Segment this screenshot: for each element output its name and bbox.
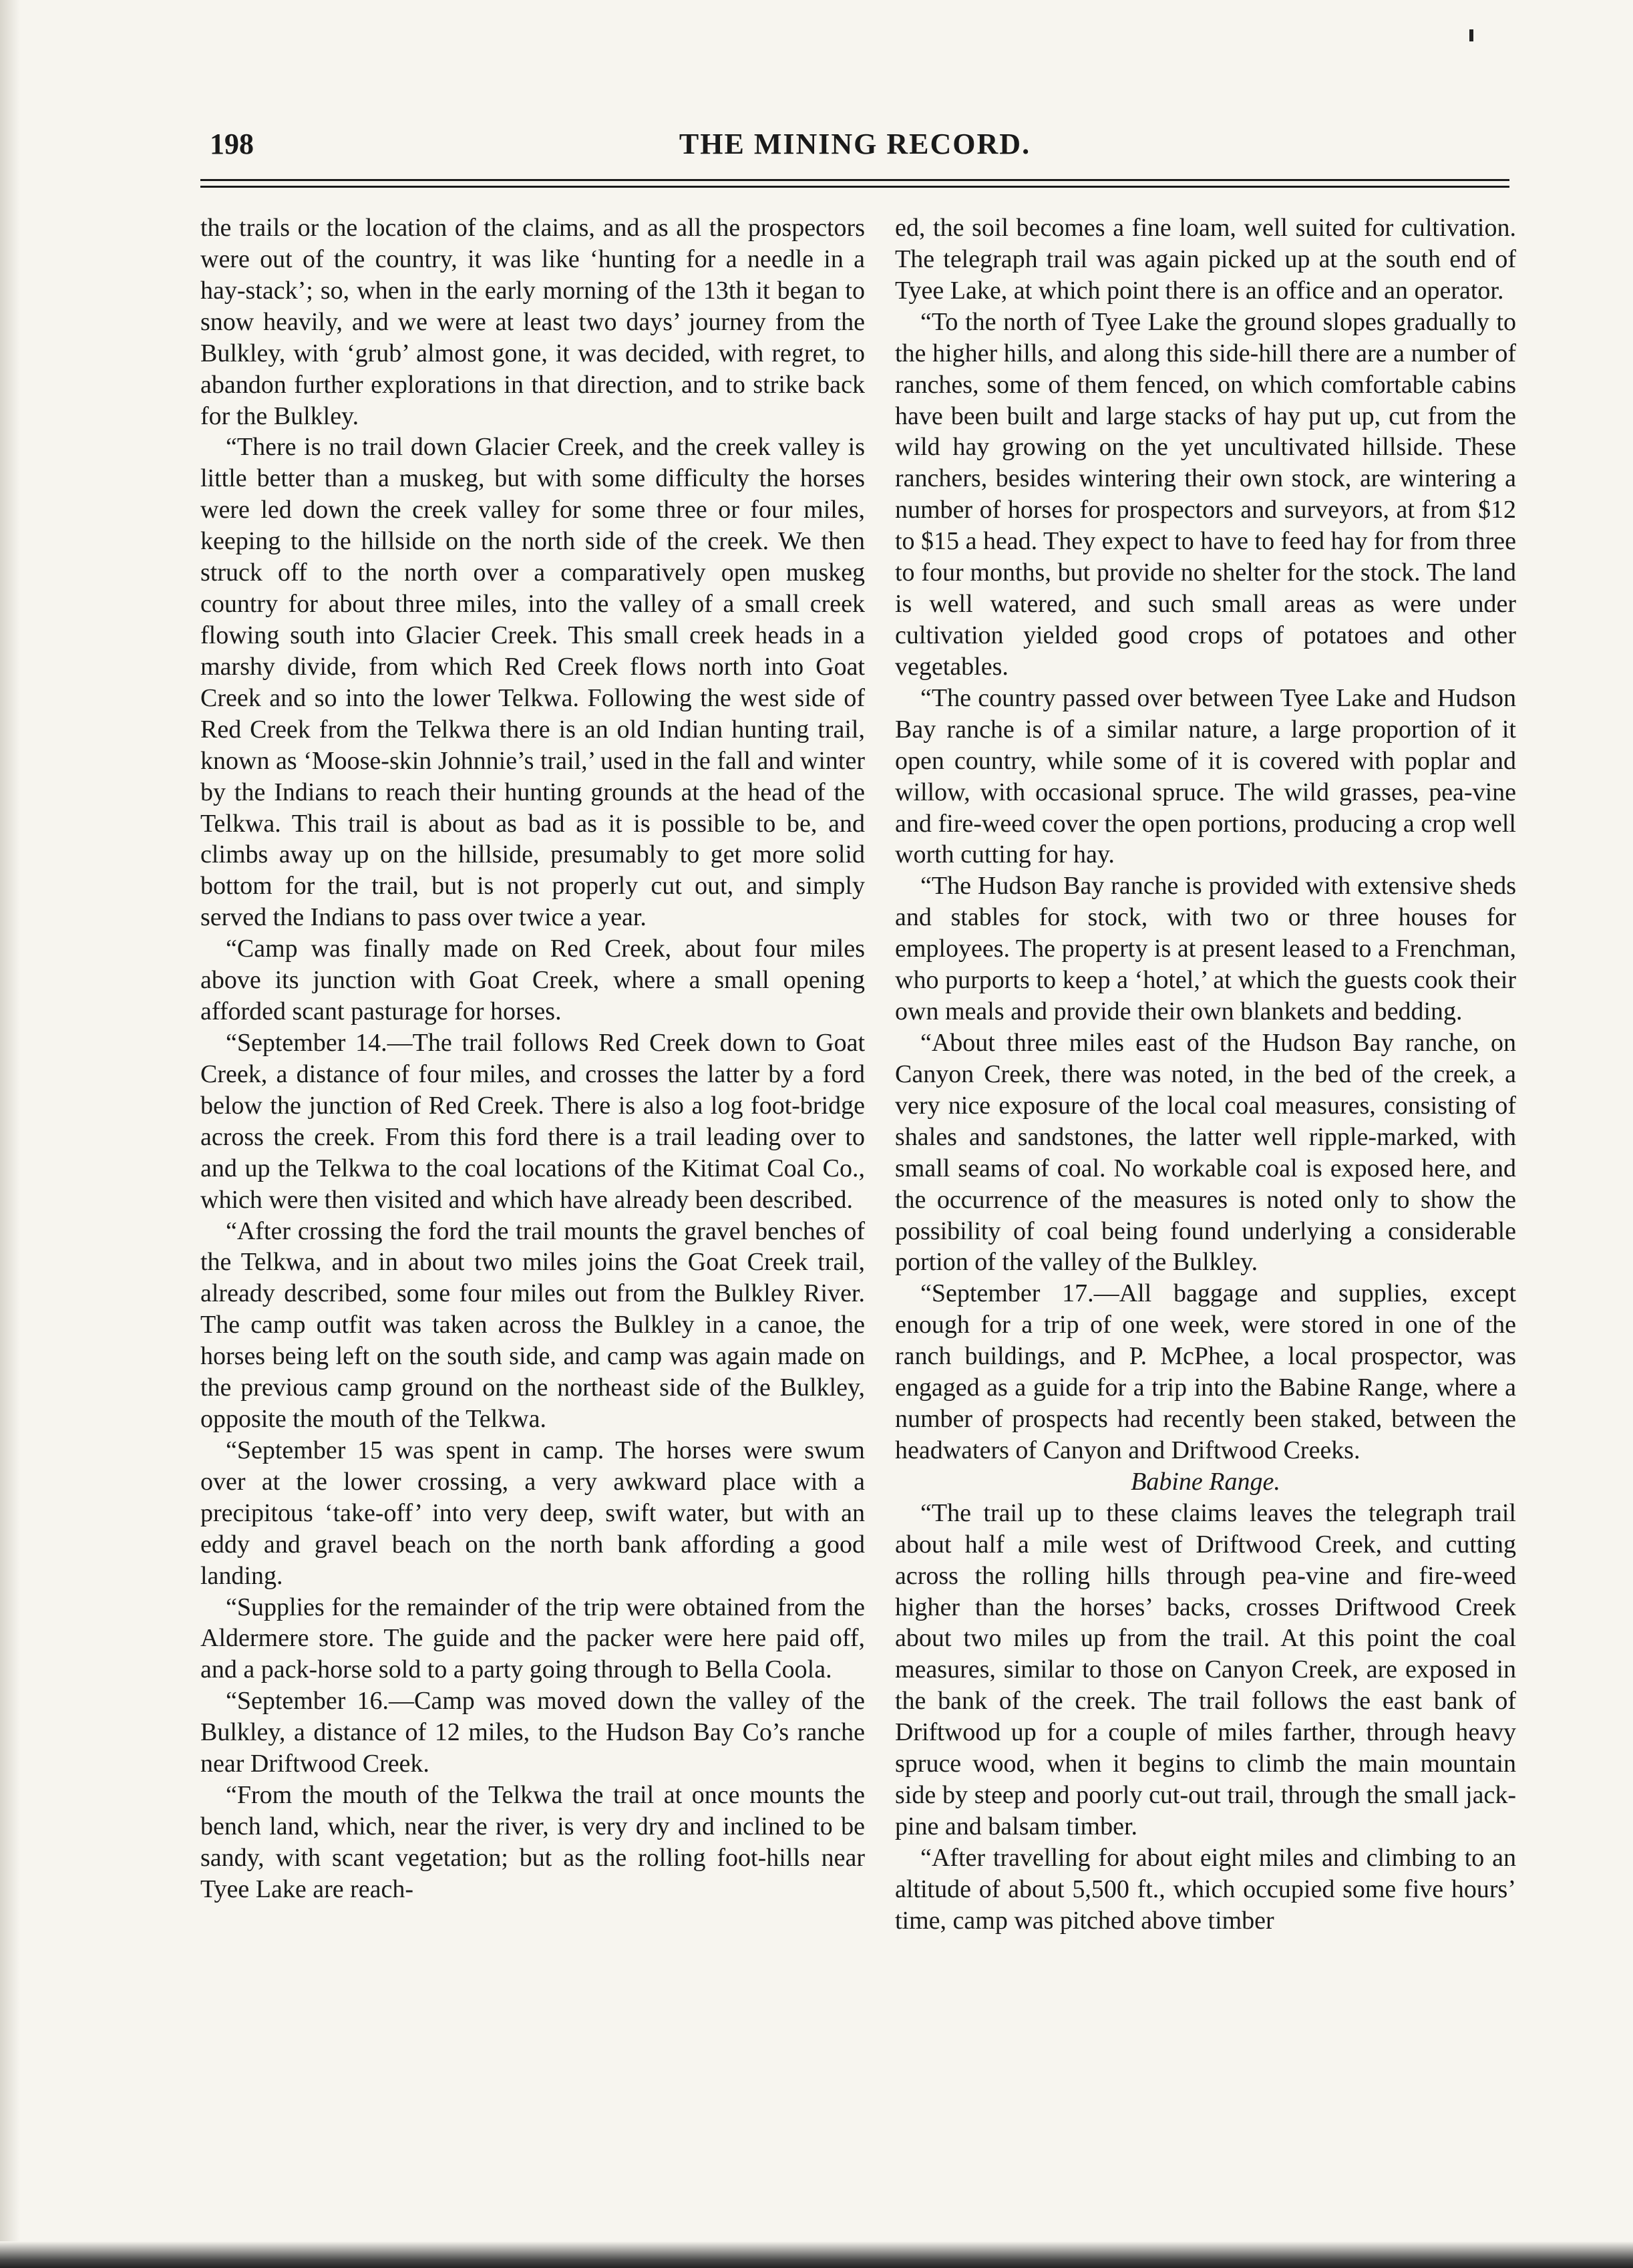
paragraph: “From the mouth of the Telkwa the trail at once mounts the bench land, which, near the river, is very dry and inclined to be sandy, with scant vegetation; but as the rolling foot-hills near Tyee Lake are reach- bbox=[200, 1781, 865, 1903]
right-column bbox=[895, 212, 1516, 2210]
paragraph: “The country passed over between Tyee Lake and Hudson Bay ranche is of a similar nature, a large proportion of it open country, while some of it is covered with poplar and willow, with occasional spruce. The wild grasses, pea-vine and fire-weed cover the open portions, producing a crop well worth cutting for hay. bbox=[895, 683, 1516, 869]
paragraph: “About three miles east of the Hudson Bay ranche, on Canyon Creek, there was noted, in the bed of the creek, a very nice exposure of the local coal measures, consisting of shales and sandstones, the latter well ripple-marked, with small seams of coal. No workable coal is exposed here, and the occurrence of the measures is noted only to show the possibility of coal being found underlying a considerable portion of the valley of the Bulkley. bbox=[895, 1028, 1516, 1277]
scan-edge bbox=[0, 0, 20, 2268]
article-body bbox=[200, 212, 1516, 2210]
paragraph: “To the north of Tyee Lake the ground slopes gradually to the higher hills, and along this side-hill there are a number of ranches, some of them fenced, on which comfortable cabins have been built and large stacks of hay put up, cut from the wild hay growing on the yet uncultivated hillside. These ranchers, besides wintering their own stock, are wintering a number of horses for prospectors and surveyors, at from $12 to $15 a head. They expect to have to feed hay for from three to four months, but provide no shelter for the stock. The land is well watered, and such small areas as were under cultivation yielded good crops of potatoes and other vegetables. bbox=[895, 307, 1516, 681]
paragraph: “September 16.—Camp was moved down the valley of the Bulkley, a distance of 12 miles, to the Hudson Bay Co’s ranche near Driftwood Creek. bbox=[200, 1687, 865, 1778]
header-rule bbox=[200, 179, 1509, 181]
paragraph: the trails or the location of the claims, and as all the prospectors were out of the country, it was like ‘hunting for a needle in a hay-stack’; so, when in the early morning of the 13th it began to snow heavily, and we were at least two days’ journey from the Bulkley, with ‘grub’ almost gone, it was decided, with regret, to abandon further explorations in that direction, and to strike back for the Bulkley. bbox=[200, 214, 865, 430]
paragraph: “Supplies for the remainder of the trip were obtained from the Aldermere store. The guide and the packer were here paid off, and a pack-horse sold to a party going through to Bella Coola. bbox=[200, 1593, 865, 1684]
paragraph: ed, the soil becomes a fine loam, well suited for cultivation. The telegraph trail was again picked up at the south end of Tyee Lake, at which point there is an office and an operator. bbox=[895, 214, 1516, 305]
paragraph: “September 14.—The trail follows Red Creek down to Goat Creek, a distance of four miles, and crosses the latter by a ford below the junction of Red Creek. There is also a log foot-bridge across the creek. From this ford there is a trail leading over to and up the Telkwa to the coal locations of the Kitimat Coal Co., which were then visited and which have already been described. bbox=[200, 1028, 865, 1214]
scan-edge bbox=[0, 2241, 1633, 2268]
paragraph: “September 17.—All baggage and supplies, except enough for a trip of one week, were stored in one of the ranch buildings, and P. McPhee, a local prospector, was engaged as a guide for a trip into the Babine Range, where a number of prospects had recently been staked, between the headwaters of Canyon and Driftwood Creeks. bbox=[895, 1279, 1516, 1464]
section-subhead: Babine Range. bbox=[1131, 1467, 1280, 1496]
paragraph: “The Hudson Bay ranche is provided with extensive sheds and stables for stock, with two or three houses for employees. The property is at present leased to a Frenchman, who purports to keep a ‘hotel,’ at which the guests cook their own meals and provide their own blankets and bedding. bbox=[895, 872, 1516, 1026]
page-number: 198 bbox=[210, 128, 254, 160]
header-rule bbox=[200, 186, 1509, 188]
running-head: THE MINING RECORD. bbox=[679, 128, 1031, 160]
ink-mark bbox=[1469, 29, 1473, 41]
paragraph: “After crossing the ford the trail mounts the gravel benches of the Telkwa, and in about two miles joins the Goat Creek trail, already described, some four miles out from the Bulkley River. The camp outfit was taken across the Bulkley in a canoe, the horses being left on the south side, and camp was again made on the previous camp ground on the northeast side of the Bulkley, opposite the mouth of the Telkwa. bbox=[200, 1217, 865, 1434]
paragraph: “The trail up to these claims leaves the telegraph trail about half a mile west of Driftwood Creek, and cutting across the rolling hills through pea-vine and fire-weed higher than the horses’ backs, crosses Driftwood Creek about two miles up from the trail. At this point the coal measures, similar to those on Canyon Creek, are exposed in the bank of the creek. The trail follows the east bank of Driftwood up for a couple of miles farther, through heavy spruce wood, when it begins to climb the main mountain side by steep and poorly cut-out trail, through the small jack-pine and balsam timber. bbox=[895, 1498, 1516, 1841]
paragraph: “September 15 was spent in camp. The horses were swum over at the lower crossing, a very awkward place with a precipitous ‘take-off’ into very deep, swift water, but with an eddy and gravel beach on the north bank affording a good landing. bbox=[200, 1436, 865, 1590]
paragraph: “There is no trail down Glacier Creek, and the creek valley is little better than a muskeg, but with some difficulty the horses were led down the creek valley for some three or four miles, keeping to the hillside on the north side of the creek. We then struck off to the north over a comparatively open muskeg country for about three miles, into the valley of a small creek flowing south into Glacier Creek. This small creek heads in a marshy divide, from which Red Creek flows north into Goat Creek and so into the lower Telkwa. Following the west side of Red Creek from the Telkwa there is an old Indian hunting trail, known as ‘Moose-skin Johnnie’s trail,’ used in the fall and winter by the Indians to reach their hunting grounds at the head of the Telkwa. This trail is about as bad as it is possible to be, and climbs away up on the hillside, presumably to get more solid bottom for the trail, but is not properly cut out, and simply served the Indians to pass over twice a year. bbox=[200, 433, 865, 932]
page-header bbox=[200, 120, 1509, 174]
paragraph: “After travelling for about eight miles and climbing to an altitude of about 5,500 ft., which occupied some five hours’ time, camp was pitched above timber bbox=[895, 1843, 1516, 1935]
paragraph: “Camp was finally made on Red Creek, about four miles above its junction with Goat Creek, where a small opening afforded scant pasturage for horses. bbox=[200, 935, 865, 1026]
left-column bbox=[200, 212, 865, 2210]
